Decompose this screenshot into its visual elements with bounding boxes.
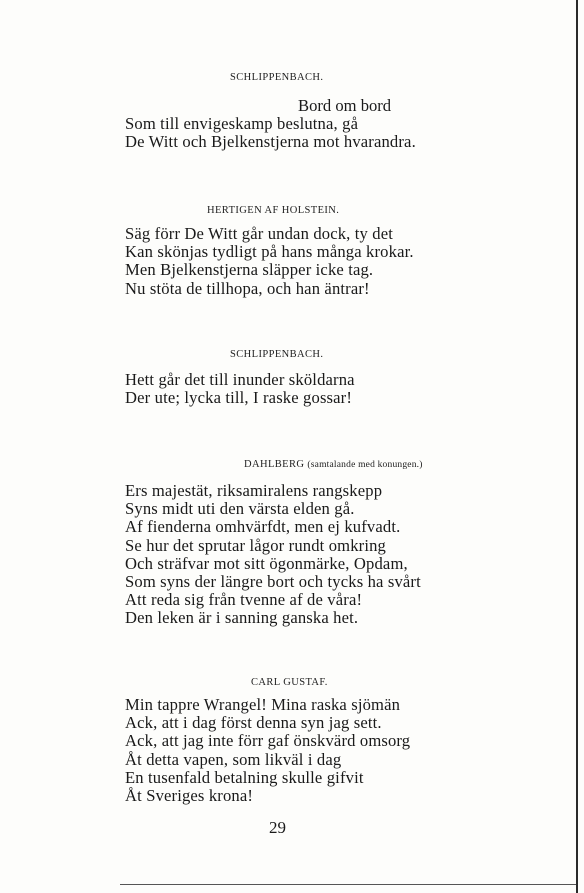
- verse-line: Och sträfvar mot sitt ögonmärke, Opdam,: [125, 553, 408, 573]
- verse-line: Att reda sig från tvenne af de våra!: [125, 590, 363, 610]
- verse-line: Men Bjelkenstjerna släpper icke tag.: [125, 260, 374, 280]
- verse-line: Som syns der längre bort och tycks ha svårt: [125, 571, 421, 591]
- verse-block: [125, 115, 416, 151]
- verse-line: Som till envigeskamp beslutna, gå: [125, 114, 359, 133]
- speaker-name: SCHLIPPENBACH.: [230, 349, 324, 360]
- verse-line: Den leken är i sanning ganska het.: [125, 608, 359, 628]
- verse-line: Kan skönjas tydligt på hans många krokar.: [125, 242, 414, 262]
- verse-line: Syns midt uti den värsta elden gå.: [125, 499, 355, 519]
- verse-block: [125, 371, 355, 407]
- verse-line: Hett går det till inunder sköldarna: [125, 370, 355, 389]
- verse-block: [125, 225, 414, 298]
- verse-line: Der ute; lycka till, I raske gossar!: [125, 388, 353, 408]
- verse-line: Säg förr De Witt går undan dock, ty det: [125, 224, 394, 243]
- verse-line: Åt detta vapen, som likväl i dag: [125, 749, 342, 769]
- verse-line: Ack, att i dag först denna syn jag sett.: [125, 713, 382, 733]
- verse-line: Min tappre Wrangel! Mina raska sjömän: [125, 695, 401, 714]
- page-number: 29: [269, 818, 286, 837]
- verse-line-indented: Bord om bord: [298, 96, 392, 115]
- verse-line: Se hur det sprutar lågor rundt omkring: [125, 535, 387, 555]
- verse-line: Nu stöta de tillhopa, och han äntrar!: [125, 278, 370, 298]
- verse-line: Åt Sveriges krona!: [125, 785, 254, 805]
- verse-line: Ers majestät, riksamiralens rangskepp: [125, 481, 383, 500]
- verse-line: Ack, att jag inte förr gaf önskvärd omsorg: [125, 731, 411, 751]
- verse-line: De Witt och Bjelkenstjerna mot hvarandra.: [125, 132, 416, 152]
- speaker-name: CARL GUSTAF.: [251, 677, 328, 688]
- speaker-name: HERTIGEN AF HOLSTEIN.: [207, 205, 340, 216]
- verse-block: [125, 696, 410, 805]
- bottom-edge-line: [120, 884, 576, 885]
- verse-line: En tusenfald betalning skulle gifvit: [125, 767, 364, 787]
- speaker-name: SCHLIPPENBACH.: [230, 72, 324, 83]
- stage-direction: (samtalande med konungen.): [307, 460, 423, 470]
- page-edge-divider: [576, 0, 578, 893]
- speaker-name: DAHLBERG: [244, 459, 305, 470]
- verse-block: [125, 482, 421, 628]
- verse-line: Af fienderna omhvärfdt, men ej kufvadt.: [125, 517, 401, 537]
- speaker-heading: [244, 459, 423, 470]
